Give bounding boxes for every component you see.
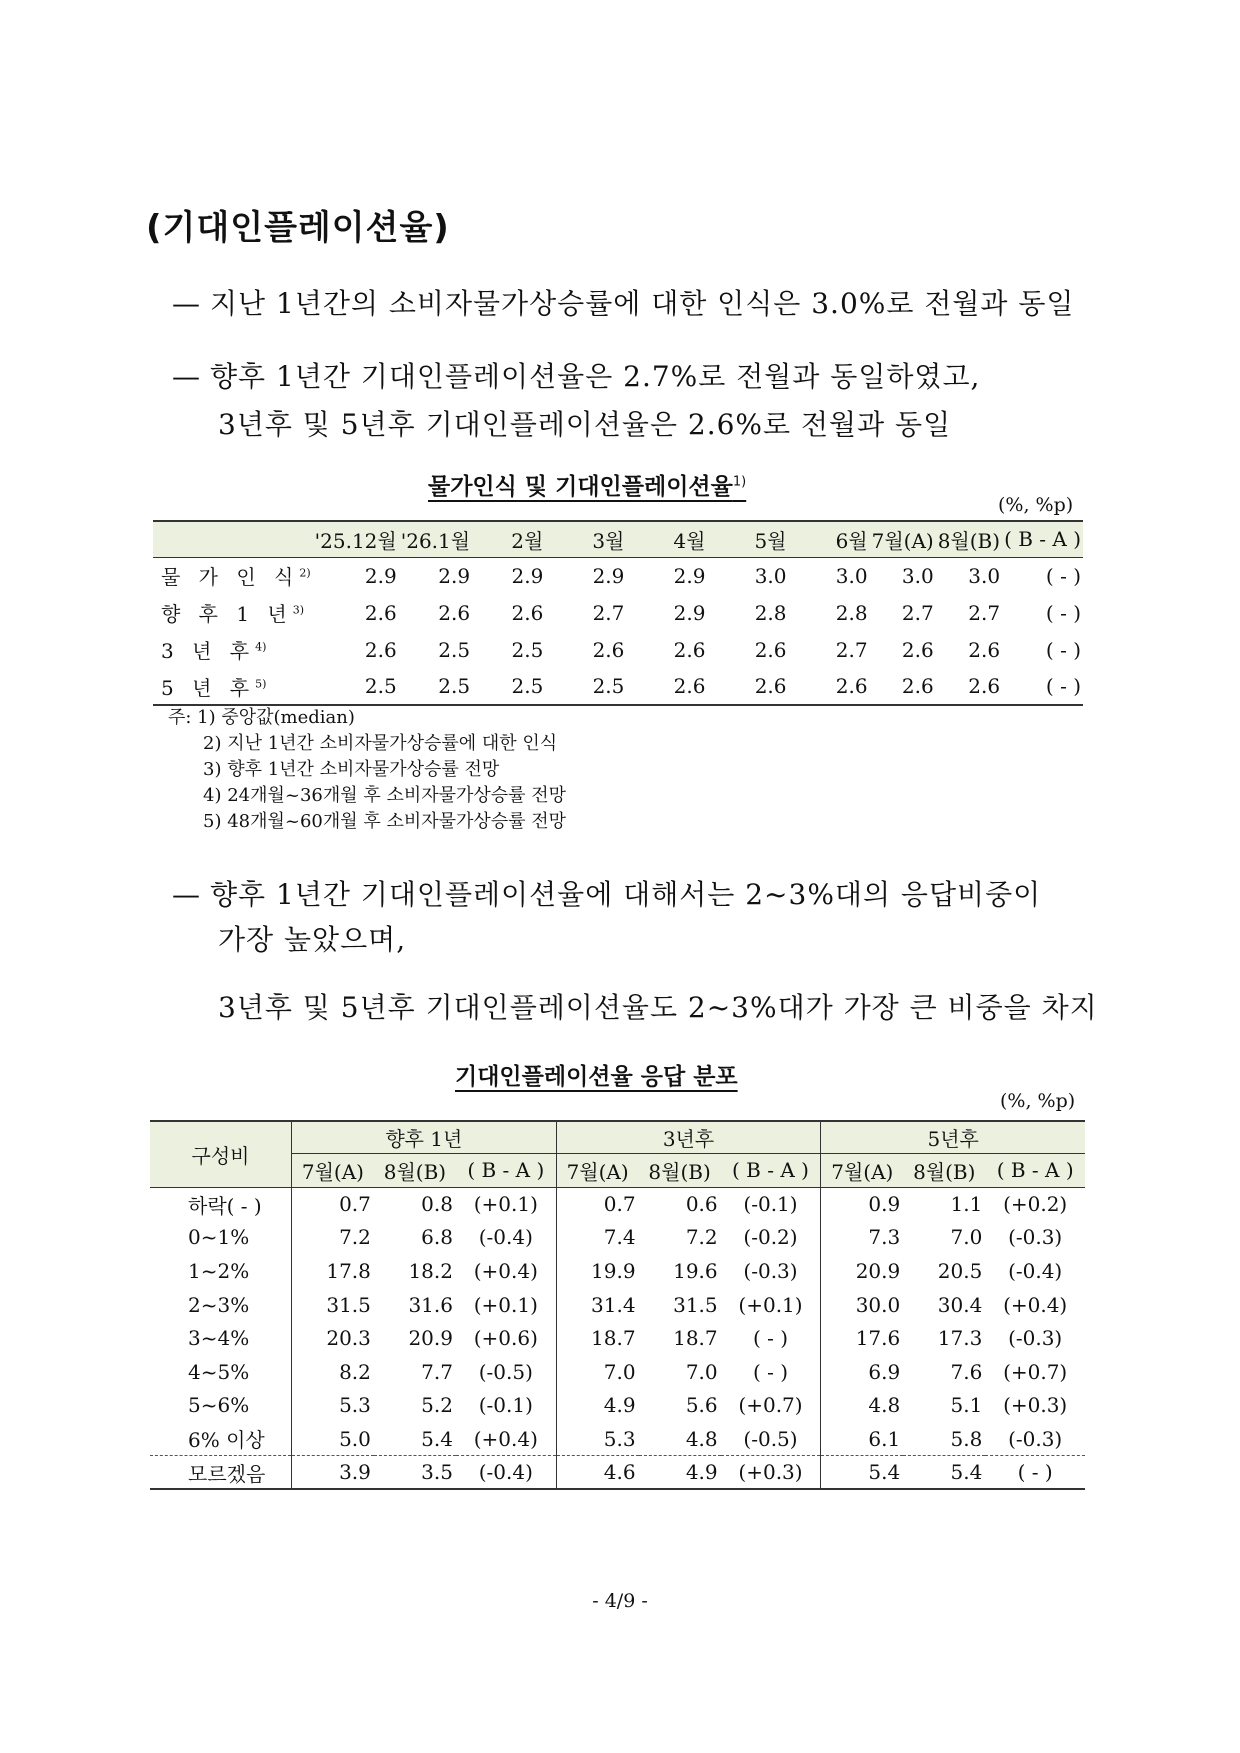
cell: 20.9 bbox=[408, 1326, 453, 1351]
bullet-2 bbox=[172, 355, 980, 395]
cell: 2.5 bbox=[364, 674, 397, 698]
cell: 2.9 bbox=[592, 563, 625, 588]
row-label: 물 가 인 식$^{2)}$ bbox=[161, 565, 311, 590]
bullet-3 bbox=[172, 873, 1041, 913]
cell: 2.6 bbox=[754, 674, 787, 698]
cell: 2.9 bbox=[673, 563, 706, 588]
row-label: 5 년 후$^{5)}$ bbox=[161, 675, 267, 700]
row-label: 향 후 1 년$^{3)}$ bbox=[161, 602, 305, 626]
cell: 3.0 bbox=[901, 563, 934, 588]
cell: 5.1 bbox=[950, 1393, 983, 1418]
cell: 4.8 bbox=[821, 1389, 903, 1423]
cell: 5.3 bbox=[556, 1422, 638, 1456]
cell: 0.7 bbox=[556, 1187, 638, 1221]
col-header: 7월(A) bbox=[871, 528, 934, 553]
note: 주: 1) 중앙값(median) bbox=[168, 707, 355, 728]
cell: (+0.1) bbox=[473, 1292, 538, 1317]
sub-header: ( B - A ) bbox=[732, 1158, 809, 1182]
col-header: 5월 bbox=[754, 528, 787, 553]
cell: (+0.4) bbox=[473, 1426, 538, 1451]
table2-unit: (%, %p) bbox=[1000, 1090, 1076, 1112]
table-row bbox=[150, 1321, 1085, 1355]
cell: 31.5 bbox=[292, 1288, 374, 1322]
cell: (-0.1) bbox=[478, 1393, 533, 1418]
cell: 0.8 bbox=[421, 1192, 453, 1217]
note: 4) 24개월~36개월 후 소비자물가상승률 전망 bbox=[203, 785, 567, 806]
table-row bbox=[150, 1221, 1085, 1255]
cell: 4.9 bbox=[639, 1456, 721, 1490]
table-row bbox=[150, 1187, 1085, 1221]
table1-notes bbox=[168, 705, 566, 835]
cell: (-0.2) bbox=[743, 1225, 798, 1250]
cell: 18.7 bbox=[556, 1321, 638, 1355]
cell: 2.5 bbox=[438, 637, 471, 662]
col-header: ( B - A ) bbox=[1004, 527, 1081, 552]
cell: 7.4 bbox=[556, 1221, 638, 1255]
cell: 5.8 bbox=[950, 1426, 983, 1451]
cell: 30.4 bbox=[937, 1292, 983, 1317]
cell: 31.6 bbox=[408, 1292, 453, 1317]
note: 3) 향후 1년간 소비자물가상승률 전망 bbox=[203, 759, 500, 780]
table-row bbox=[150, 1456, 1085, 1490]
cell: 0.7 bbox=[292, 1187, 374, 1221]
cell: ( - ) bbox=[1045, 600, 1081, 625]
cell: (+0.4) bbox=[473, 1258, 538, 1283]
row-label: 2~3% bbox=[188, 1292, 250, 1317]
cell: 5.3 bbox=[292, 1389, 374, 1423]
cell: (-0.3) bbox=[1008, 1426, 1063, 1451]
cell: 3.9 bbox=[292, 1456, 374, 1490]
cell: 20.5 bbox=[937, 1258, 983, 1283]
cell: 2.5 bbox=[511, 674, 544, 698]
table1-caption: 물가인식 및 기대인플레이션율$^{1)}$ bbox=[428, 474, 747, 500]
cell: 3.5 bbox=[374, 1456, 456, 1490]
group-header: 5년후 bbox=[821, 1121, 1085, 1153]
cell: 4.8 bbox=[685, 1426, 718, 1451]
sub-header: 8월(B) bbox=[913, 1159, 976, 1184]
cell: 2.6 bbox=[673, 674, 706, 698]
row-label: 5~6% bbox=[188, 1393, 250, 1418]
cell: (+0.3) bbox=[721, 1456, 821, 1490]
cell: (+0.7) bbox=[1003, 1359, 1068, 1384]
cell: 19.6 bbox=[673, 1258, 718, 1283]
cell: 2.6 bbox=[754, 637, 787, 662]
cell: 2.7 bbox=[968, 600, 1001, 625]
cell: 8.2 bbox=[292, 1355, 374, 1389]
cell: 5.6 bbox=[685, 1393, 718, 1418]
cell: 18.2 bbox=[408, 1258, 453, 1283]
cell: ( - ) bbox=[1045, 674, 1081, 698]
cell: 2.7 bbox=[835, 637, 868, 662]
cell: 7.7 bbox=[421, 1359, 453, 1384]
cell: 2.9 bbox=[673, 600, 706, 625]
group-header-row bbox=[150, 1121, 1085, 1153]
distribution-table bbox=[150, 1120, 1085, 1490]
cell: 17.6 bbox=[821, 1321, 903, 1355]
col-header: 3월 bbox=[592, 528, 625, 553]
cell: 2.6 bbox=[592, 637, 625, 662]
cell: ( - ) bbox=[752, 1326, 789, 1351]
cell: 2.9 bbox=[511, 563, 544, 588]
cell: 6.8 bbox=[421, 1225, 453, 1250]
cell: ( - ) bbox=[752, 1359, 789, 1384]
cell: 2.9 bbox=[364, 563, 397, 588]
group-header: 향후 1년 bbox=[292, 1121, 557, 1153]
cell: (-0.4) bbox=[478, 1225, 533, 1250]
cell: 2.5 bbox=[511, 637, 544, 662]
cell: 3.0 bbox=[968, 563, 1001, 588]
cell: (-0.1) bbox=[743, 1192, 798, 1217]
cell: (-0.4) bbox=[1008, 1258, 1063, 1283]
cell: 1.1 bbox=[950, 1192, 983, 1217]
col-header bbox=[153, 521, 313, 557]
cell: (+0.7) bbox=[738, 1393, 803, 1418]
note: 2) 지난 1년간 소비자물가상승률에 대한 인식 bbox=[203, 733, 558, 754]
cell: (-0.4) bbox=[456, 1456, 556, 1490]
bullet-text: 향후 1년간 기대인플레이션율은 2.7%로 전월과 동일하였고, bbox=[210, 360, 981, 393]
group-header: 3년후 bbox=[556, 1121, 821, 1153]
cell: (+0.3) bbox=[1003, 1393, 1068, 1418]
row-label: 3~4% bbox=[188, 1326, 250, 1351]
cell: 7.3 bbox=[821, 1221, 903, 1255]
col-header: 6월 bbox=[835, 528, 868, 553]
section-title: (기대인플레이션율) bbox=[146, 208, 450, 248]
cell: 17.3 bbox=[937, 1326, 983, 1351]
cell: 2.7 bbox=[901, 600, 934, 625]
bullet-text: 지난 1년간의 소비자물가상승률에 대한 인식은 3.0%로 전월과 동일 bbox=[210, 287, 1075, 320]
cell: (+0.6) bbox=[473, 1326, 538, 1351]
caption-note: 1) bbox=[732, 474, 747, 490]
inflation-table bbox=[153, 520, 1083, 706]
row-label: 모르겠음 bbox=[150, 1456, 292, 1490]
sub-header: 7월(A) bbox=[292, 1153, 374, 1187]
cell: 2.6 bbox=[364, 637, 397, 662]
table2-caption: 기대인플레이션율 응답 분포 bbox=[455, 1064, 738, 1090]
table-row bbox=[150, 1355, 1085, 1389]
table-row bbox=[150, 1389, 1085, 1423]
cell: 6.9 bbox=[821, 1355, 903, 1389]
row-label: 0~1% bbox=[188, 1225, 250, 1250]
bullet-dash: — bbox=[172, 360, 201, 393]
cell: 2.6 bbox=[968, 637, 1001, 662]
cell: 2.8 bbox=[835, 600, 868, 625]
cell: 17.8 bbox=[292, 1254, 374, 1288]
cell: 31.5 bbox=[673, 1292, 718, 1317]
cell: (+0.4) bbox=[1003, 1292, 1068, 1317]
cell: 2.5 bbox=[592, 674, 625, 698]
sub-header: 8월(B) bbox=[383, 1159, 447, 1184]
row-label: 6% 이상 bbox=[188, 1428, 265, 1453]
sub-header: ( B - A ) bbox=[467, 1158, 545, 1182]
cell: 20.9 bbox=[821, 1254, 903, 1288]
cell: 5.2 bbox=[421, 1393, 453, 1418]
cell: 3.0 bbox=[754, 563, 787, 588]
cell: 2.7 bbox=[592, 600, 625, 625]
table-row bbox=[153, 631, 1083, 668]
cell: 2.6 bbox=[673, 637, 706, 662]
cell: 7.2 bbox=[292, 1221, 374, 1255]
row-label: 3 년 후$^{4)}$ bbox=[161, 639, 267, 663]
cell: 6.1 bbox=[821, 1422, 903, 1456]
table-row bbox=[150, 1254, 1085, 1288]
table-row bbox=[153, 668, 1083, 705]
cell: 2.6 bbox=[511, 600, 544, 625]
cell: (+0.2) bbox=[1003, 1192, 1068, 1217]
col-header: 4월 bbox=[673, 528, 706, 553]
table-header-row bbox=[153, 521, 1083, 557]
cell: 18.7 bbox=[673, 1326, 718, 1351]
cell: 2.5 bbox=[438, 674, 471, 698]
bullet-dash: — bbox=[172, 287, 201, 320]
cell: 19.9 bbox=[556, 1254, 638, 1288]
cell: 20.3 bbox=[292, 1321, 374, 1355]
cell: 2.6 bbox=[901, 674, 934, 698]
cell: 4.9 bbox=[556, 1389, 638, 1423]
bullet-2-continuation: 3년후 및 5년후 기대인플레이션율은 2.6%로 전월과 동일 bbox=[218, 408, 952, 441]
cell: 7.2 bbox=[685, 1225, 718, 1250]
col-header: '25.12월 bbox=[314, 528, 397, 553]
cell: 7.6 bbox=[950, 1359, 983, 1384]
cell: ( - ) bbox=[985, 1456, 1085, 1490]
cell: 3.0 bbox=[835, 563, 868, 588]
cell: 0.6 bbox=[685, 1192, 718, 1217]
cell: (-0.3) bbox=[1008, 1225, 1063, 1250]
cell: 2.8 bbox=[754, 600, 787, 625]
cell: (-0.3) bbox=[1008, 1326, 1063, 1351]
col-header: 8월(B) bbox=[937, 528, 1001, 553]
cell: 7.0 bbox=[556, 1355, 638, 1389]
cell: 5.4 bbox=[421, 1426, 453, 1451]
cell: 5.0 bbox=[292, 1422, 374, 1456]
cell: 31.4 bbox=[556, 1288, 638, 1322]
table1-unit: (%, %p) bbox=[998, 494, 1074, 516]
cell: 2.9 bbox=[438, 563, 471, 588]
cell: (-0.5) bbox=[478, 1359, 533, 1384]
bullet-dash: — bbox=[172, 878, 201, 911]
bullet-4: 3년후 및 5년후 기대인플레이션율도 2~3%대가 가장 큰 비중을 차지 bbox=[218, 991, 1098, 1024]
bullet-1 bbox=[172, 282, 1074, 322]
col-header: 2월 bbox=[511, 528, 544, 553]
cell: (+0.1) bbox=[738, 1292, 803, 1317]
cell: 7.0 bbox=[950, 1225, 983, 1250]
cell: 2.6 bbox=[968, 674, 1001, 698]
corner-header: 구성비 bbox=[191, 1143, 250, 1168]
bullet-3-continuation: 가장 높았으며, bbox=[218, 923, 407, 956]
cell: 4.6 bbox=[556, 1456, 638, 1490]
row-label: 하락( - ) bbox=[188, 1193, 262, 1218]
row-label: 1~2% bbox=[188, 1258, 250, 1283]
cell: 2.6 bbox=[835, 674, 868, 698]
cell: 2.6 bbox=[364, 600, 397, 625]
page-number: - 4/9 - bbox=[592, 1590, 648, 1612]
table-row bbox=[150, 1422, 1085, 1456]
cell: (-0.5) bbox=[743, 1426, 798, 1451]
cell: ( - ) bbox=[1045, 637, 1081, 662]
sub-header: 7월(A) bbox=[821, 1153, 903, 1187]
sub-header: 7월(A) bbox=[556, 1153, 638, 1187]
note: 5) 48개월~60개월 후 소비자물가상승률 전망 bbox=[203, 811, 567, 832]
cell: 30.0 bbox=[821, 1288, 903, 1322]
sub-header: ( B - A ) bbox=[996, 1158, 1074, 1182]
cell: 2.6 bbox=[901, 637, 934, 662]
table-row bbox=[153, 557, 1083, 594]
cell: 0.9 bbox=[821, 1187, 903, 1221]
sub-header: 8월(B) bbox=[648, 1159, 711, 1184]
cell: 5.4 bbox=[821, 1456, 903, 1490]
col-header: '26.1월 bbox=[400, 528, 471, 553]
cell: (-0.3) bbox=[743, 1258, 798, 1283]
cell: 5.4 bbox=[903, 1456, 985, 1490]
table-row bbox=[153, 594, 1083, 631]
cell: 2.6 bbox=[438, 600, 471, 625]
cell: ( - ) bbox=[1045, 563, 1081, 588]
table-row bbox=[150, 1288, 1085, 1322]
bullet-text: 향후 1년간 기대인플레이션율에 대해서는 2~3%대의 응답비중이 bbox=[210, 878, 1042, 911]
cell: 7.0 bbox=[685, 1359, 718, 1384]
row-label: 4~5% bbox=[188, 1359, 250, 1384]
cell: (+0.1) bbox=[473, 1192, 538, 1217]
